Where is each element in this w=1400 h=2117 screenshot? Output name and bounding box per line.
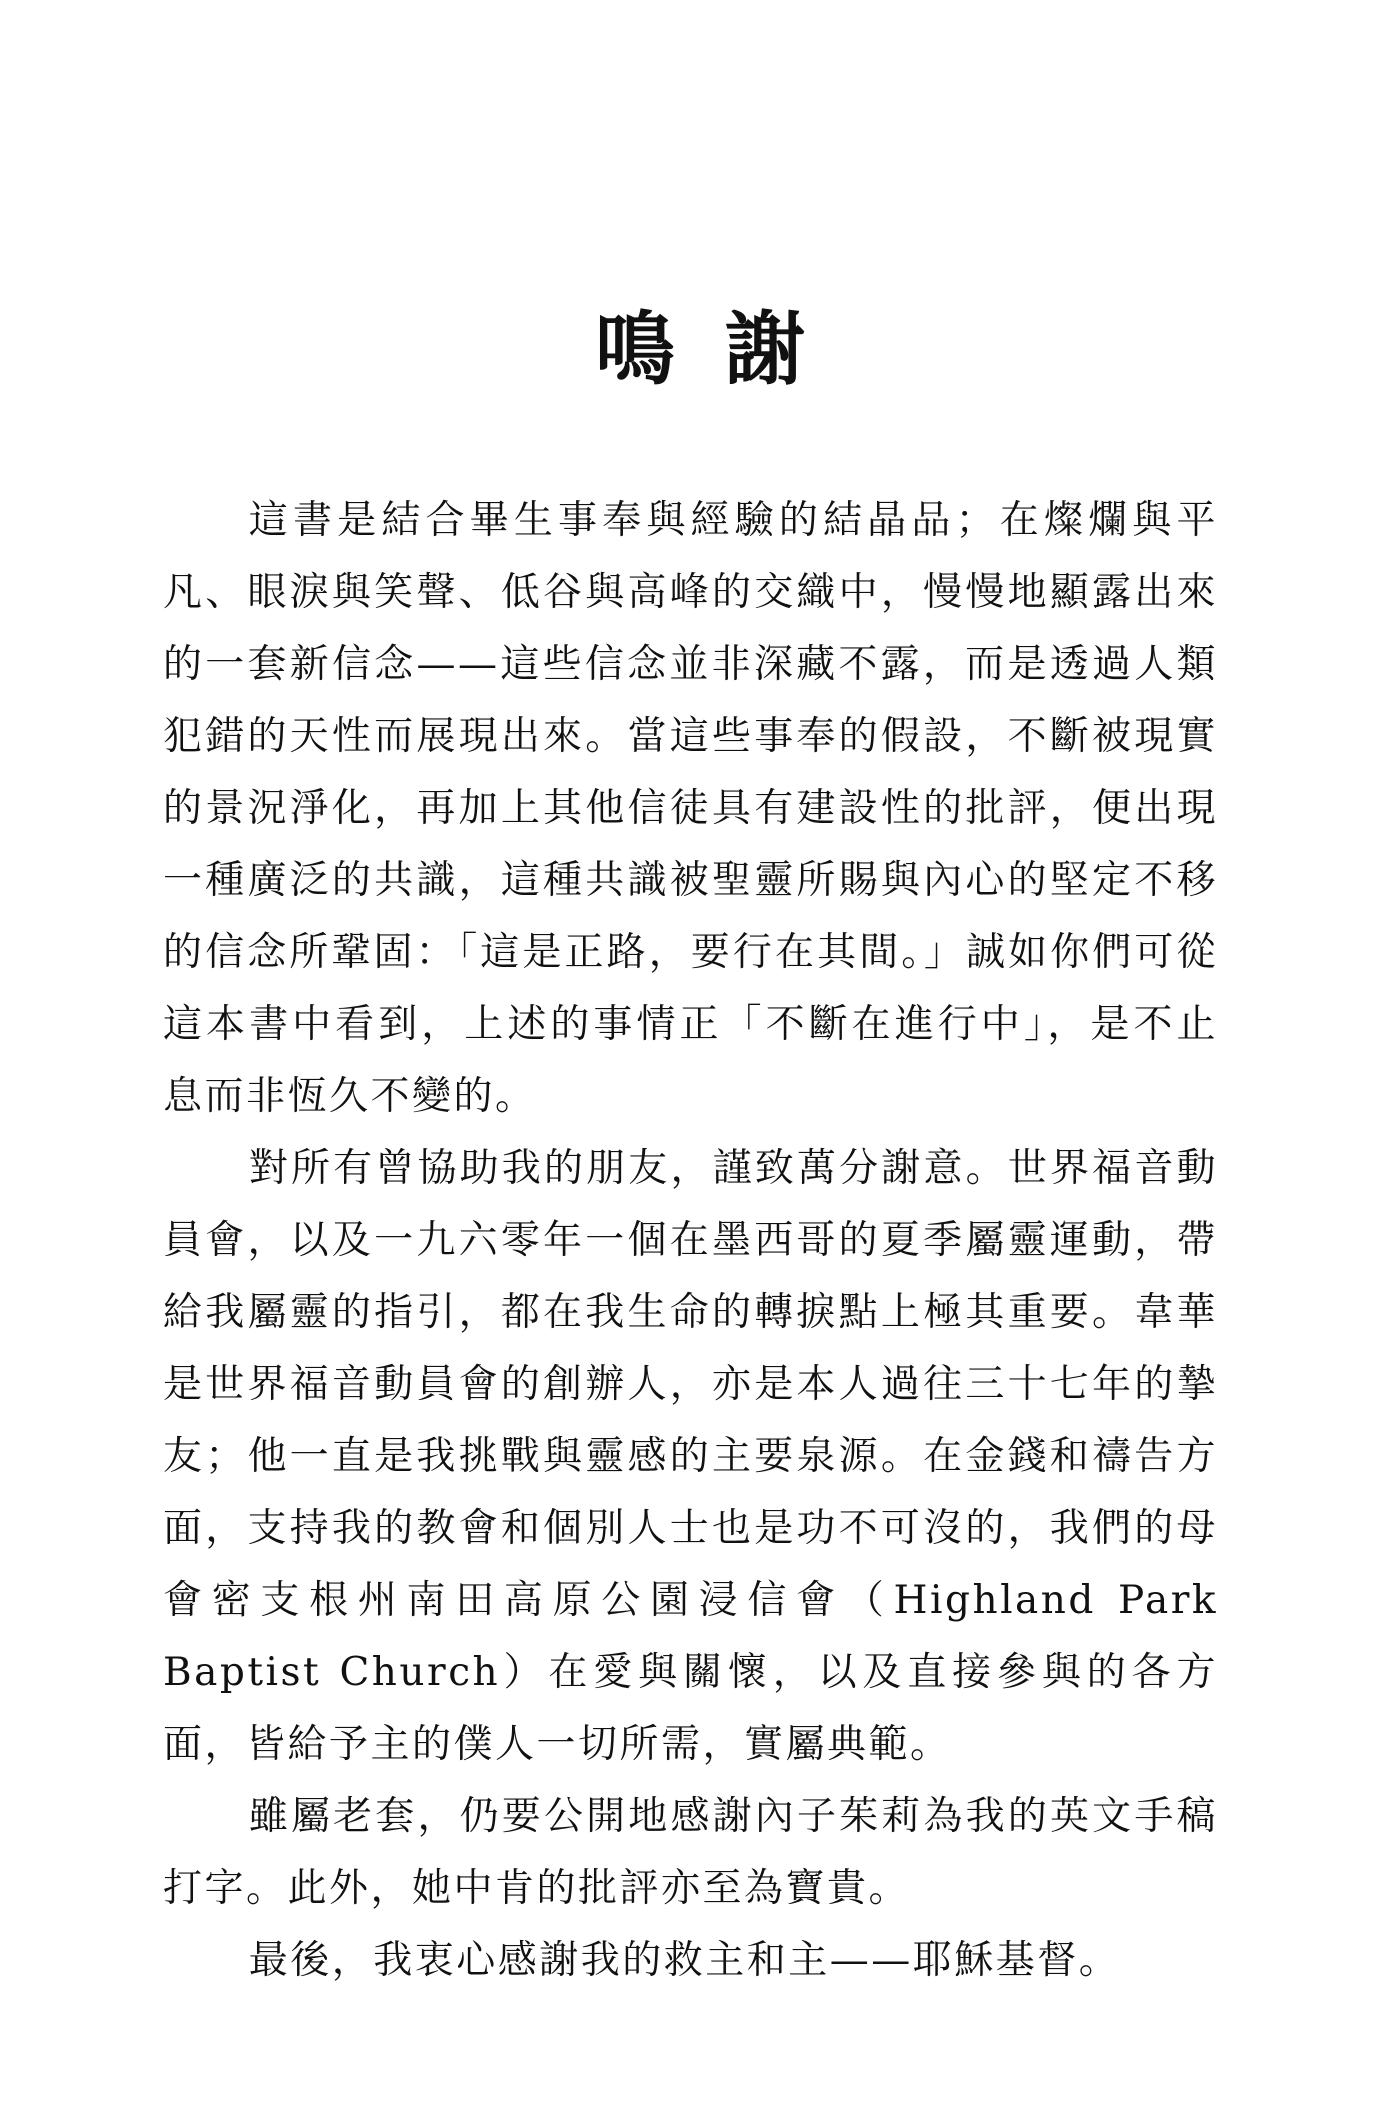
paragraph-1: 這書是結合畢生事奉與經驗的結晶品；在燦爛與平凡、眼淚與笑聲、低谷與高峰的交織中，慢慢地顯露出來的一套新信念——這些信念並非深藏不露，而是透過人類犯錯的天性而展現出來。當這些事奉的假設，不斷被現實的景況淨化，再加上其他信徒具有建設性的批評，便出現一種廣泛的共識，這種共識被聖靈所賜與內心的堅定不移的信念所鞏固：「這是正路，要行在其間。」誠如你們可從這本書中看到，上述的事情正「不斷在進行中」，是不止息而非恆久不變的。 xyxy=(163,498,1218,1119)
page-title: 鳴謝 xyxy=(595,301,855,396)
acknowledgement-body xyxy=(163,485,1218,1997)
paragraph-3: 雖屬老套，仍要公開地感謝內子茱莉為我的英文手稿打字。此外，她中肯的批評亦至為寶貴。 xyxy=(163,1794,1218,1911)
paragraph-4: 最後，我衷心感謝我的救主和主——耶穌基督。 xyxy=(248,1938,1121,1983)
paragraph-2: 對所有曾協助我的朋友，謹致萬分謝意。世界福音動員會，以及一九六零年一個在墨西哥的夏季屬靈運動，帶給我屬靈的指引，都在我生命的轉捩點上極其重要。韋華是世界福音動員會的創辦人，亦是本人過往三十七年的摯友；他一直是我挑戰與靈感的主要泉源。在金錢和禱告方面，支持我的教會和個別人士也是功不可沒的，我們的母會密支根州南田高原公園浸信會（Highland Park Baptist Church）在愛與關懷，以及直接參與的各方面，皆給予主的僕人一切所需，實屬典範。 xyxy=(163,1146,1218,1767)
